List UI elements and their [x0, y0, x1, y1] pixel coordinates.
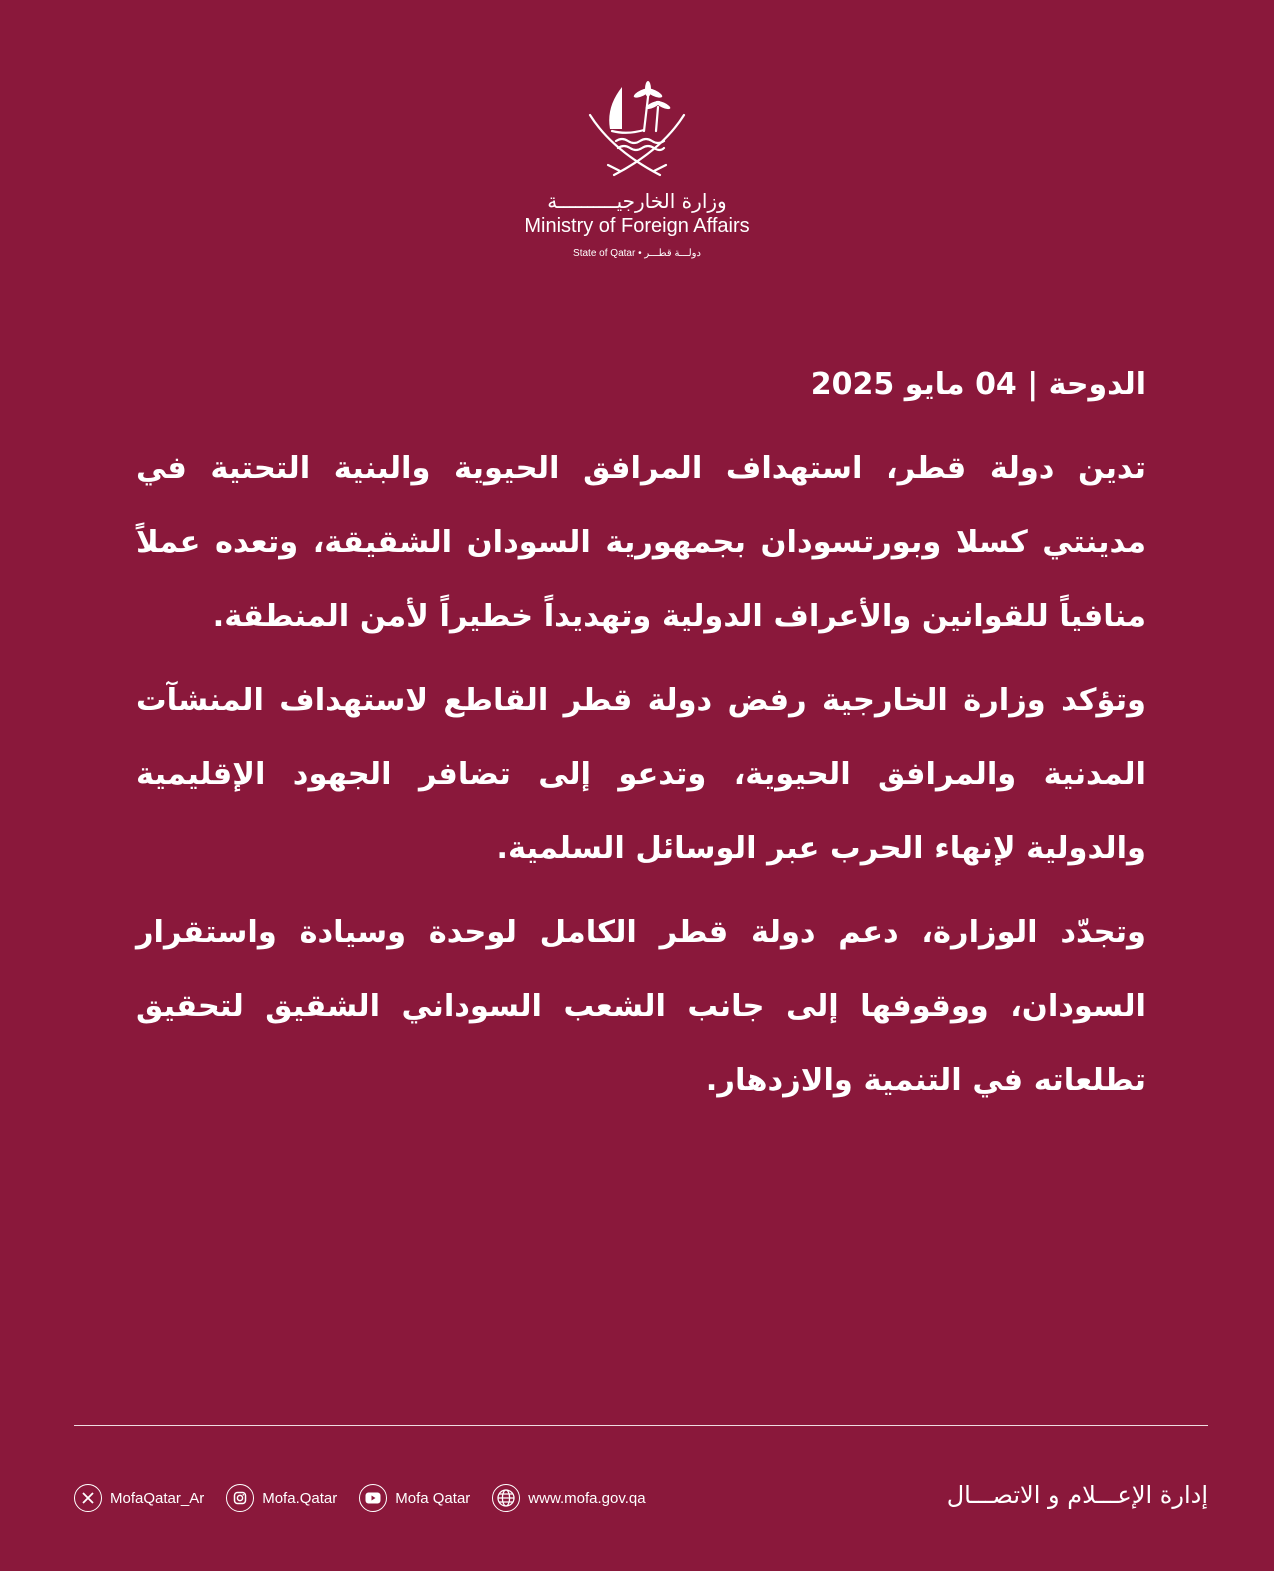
social-x[interactable]: [74, 1484, 204, 1512]
social-links: [74, 1484, 646, 1512]
statement-paragraph-2: وتؤكد وزارة الخارجية رفض دولة قطر القاطع لاستهداف المنشآت المدنية والمرافق الحيوية، وتدعو إلى تضافر الجهود الإقليمية والدولية لإنهاء الحرب عبر الوسائل السلمية.: [136, 683, 1146, 866]
statement-body: [136, 360, 1146, 1128]
x-icon: [74, 1484, 102, 1512]
footer-divider: [74, 1425, 1208, 1426]
ministry-name-ar: وزارة الخارجيــــــــــة: [547, 189, 727, 213]
state-name: State of Qatar • دولـــة قطـــر: [573, 248, 701, 259]
social-instagram-label: Mofa.Qatar: [262, 1489, 338, 1507]
social-website[interactable]: [492, 1484, 645, 1512]
social-website-label: www.mofa.gov.qa: [528, 1489, 646, 1507]
social-x-label: MofaQatar_Ar: [110, 1489, 205, 1507]
statement-paragraph-1: تدين دولة قطر، استهداف المرافق الحيوية والبنية التحتية في مدينتي كسلا وبورتسودان بجمهورية السودان الشقيقة، وتعده عملاً منافياً للقوانين والأعراف الدولية وتهديداً خطيراً لأمن المنطقة.: [136, 451, 1146, 634]
qatar-emblem-icon: [582, 75, 692, 185]
department-name: إدارة الإعـــلام و الاتصـــال: [946, 1481, 1208, 1509]
social-youtube-label: Mofa Qatar: [395, 1489, 471, 1507]
social-instagram[interactable]: [226, 1484, 337, 1512]
youtube-icon: [359, 1484, 387, 1512]
instagram-icon: [226, 1484, 254, 1512]
social-youtube[interactable]: [359, 1484, 470, 1512]
dateline: الدوحة | 04 مايو 2025: [810, 367, 1146, 402]
ministry-header: [0, 75, 1274, 259]
ministry-name-en: Ministry of Foreign Affairs: [524, 215, 750, 237]
globe-icon: [492, 1484, 520, 1512]
statement-paragraph-3: وتجدّد الوزارة، دعم دولة قطر الكامل لوحدة وسيادة واستقرار السودان، ووقوفها إلى جانب الشعب السوداني الشقيق لتحقيق تطلعاته في التنمية والازدهار.: [136, 915, 1146, 1098]
